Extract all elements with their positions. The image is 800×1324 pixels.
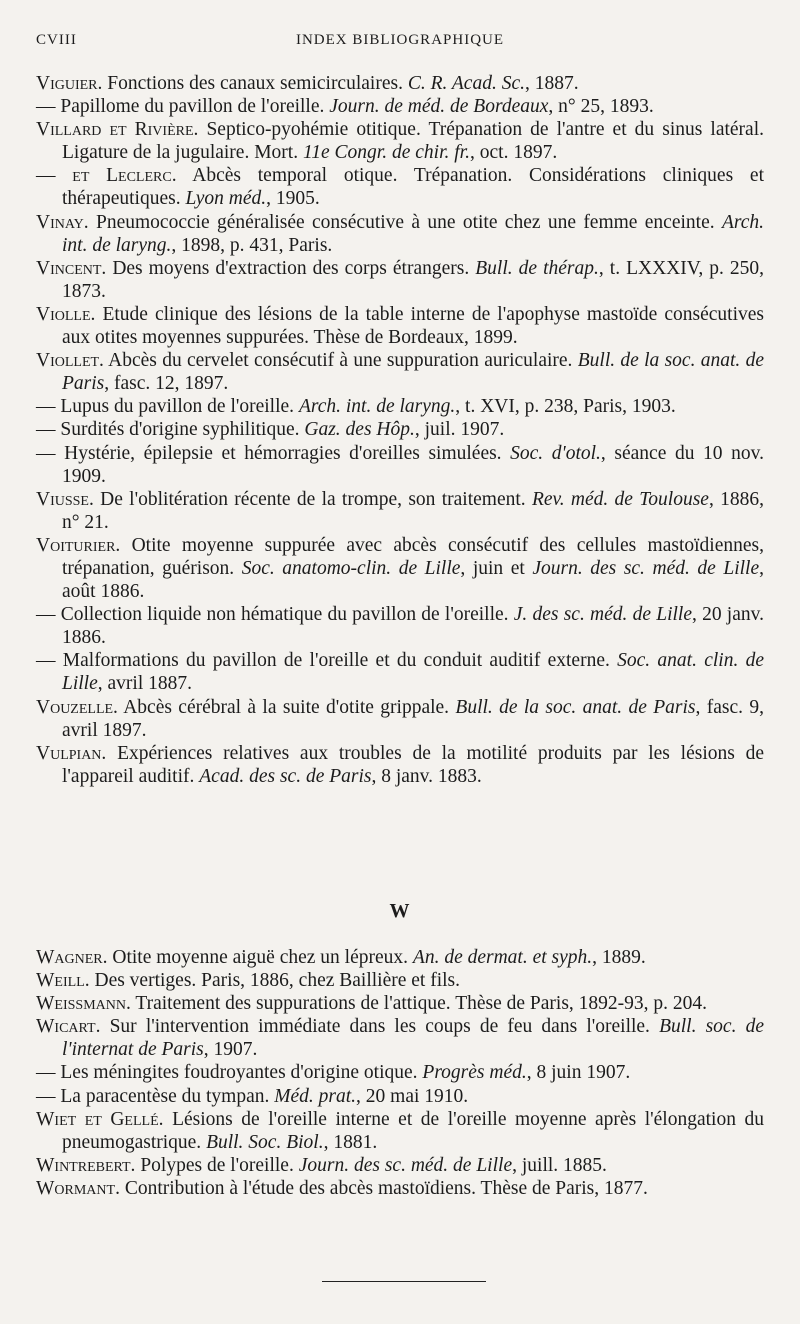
- entry-journal: 11e Congr. de chir. fr.: [302, 142, 470, 164]
- bibliography-entry: [36, 211, 764, 257]
- entry-title: Surdités d'origine syphilitique.: [60, 419, 305, 441]
- entry-journal: Bull. Soc. Biol.: [206, 1131, 324, 1153]
- entry-details: , fasc. 12, 1897.: [104, 373, 229, 395]
- entry-journal-2: Journ. des sc. méd. de Lille: [532, 557, 760, 579]
- entry-title: Lésions de l'oreille interne et de l'oreille moyenne après l'élongation du pneumogastrique.: [62, 1108, 764, 1153]
- entry-author: Wicart.: [36, 1016, 101, 1038]
- bibliography-entry: [36, 95, 764, 118]
- bibliography-entry: [36, 742, 764, 788]
- entry-details-2: , août 1886.: [62, 557, 764, 603]
- entry-title: La paracentèse du tympan.: [60, 1085, 275, 1107]
- ditto-dash: —: [36, 442, 56, 464]
- entry-title: Malformations du pavillon de l'oreille et du conduit auditif externe.: [62, 650, 618, 672]
- entry-journal: Journ. des sc. méd. de Lille: [298, 1154, 513, 1176]
- entry-title: Fonctions des canaux semicirculaires.: [102, 73, 408, 94]
- ditto-dash: —: [36, 650, 56, 672]
- entry-details: , fasc. 9, avril 1897.: [62, 696, 764, 741]
- bibliography-entry: [36, 72, 764, 95]
- entry-title: Traitement des suppurations de l'attique. Thèse de Paris, 1892-93, p. 204.: [130, 993, 708, 1015]
- entry-details: , t. XVI, p. 238, Paris, 1903.: [455, 396, 676, 418]
- bibliography-entry: [36, 488, 764, 534]
- entry-journal: Bull. de la soc. anat. de Paris: [62, 350, 765, 395]
- entry-author: Viguier.: [36, 73, 103, 94]
- entry-title: De l'oblitération récente de la trompe, son traitement.: [93, 488, 532, 510]
- entry-title: Abcès cérébral à la suite d'otite grippale.: [117, 696, 456, 718]
- entry-title: Expériences relatives aux troubles de la motilité produits par les lésions de l'appareil auditif.: [62, 742, 764, 787]
- entry-author: Violle.: [36, 303, 96, 325]
- entry-author: Weill.: [36, 970, 90, 992]
- entry-author: Vulpian.: [36, 742, 107, 764]
- bibliography-entry: [36, 303, 764, 349]
- entry-author: Vouzelle.: [36, 696, 118, 718]
- entry-details: , 1887.: [525, 73, 579, 94]
- page-header: [36, 32, 764, 56]
- entry-journal: An. de dermat. et syph.: [412, 947, 593, 968]
- entry-details: , 1907.: [203, 1039, 258, 1061]
- entry-title: Collection liquide non hématique du pavillon de l'oreille.: [60, 604, 514, 626]
- ditto-dash: —: [36, 1062, 56, 1084]
- entry-author: Viusse.: [36, 488, 94, 510]
- bibliography-entry: [36, 1085, 764, 1108]
- entry-title: Contribution à l'étude des abcès mastoïdiens. Thèse de Paris, 1877.: [119, 1177, 648, 1199]
- entry-title: Les méningites foudroyantes d'origine otique.: [60, 1062, 423, 1084]
- bibliography-entry: [36, 1154, 764, 1177]
- entry-journal: Progrès méd.: [422, 1062, 527, 1084]
- ditto-dash: —: [36, 1085, 56, 1107]
- bibliography-entry: [36, 992, 764, 1015]
- entry-author: Viollet.: [36, 350, 104, 372]
- entry-journal: Bull. de thérap.: [475, 257, 599, 279]
- bibliography-entry: [36, 649, 764, 695]
- entry-title: Abcès du cervelet consécutif à une suppuration auriculaire.: [103, 350, 578, 372]
- entry-title: Sur l'intervention immédiate dans les coups de feu dans l'oreille.: [100, 1016, 660, 1038]
- bibliography-entry: [36, 1061, 764, 1084]
- entry-title: Lupus du pavillon de l'oreille.: [60, 396, 299, 418]
- bibliography-entry: [36, 969, 764, 992]
- entry-details: , 1898, p. 431, Paris.: [171, 234, 333, 256]
- bibliography-entry: [36, 1015, 764, 1061]
- entries-v: [36, 72, 764, 788]
- entry-journal: Arch. int. de laryng.: [298, 396, 456, 418]
- entry-author: Vinay.: [36, 211, 89, 233]
- entry-title: Abcès temporal otique. Trépanation. Considérations cliniques et thérapeutiques.: [62, 165, 765, 210]
- entry-journal: Bull. de la soc. anat. de Paris: [455, 696, 696, 718]
- entry-journal: J. des sc. méd. de Lille: [513, 604, 692, 626]
- entry-title: Papillome du pavillon de l'oreille.: [60, 96, 330, 118]
- ditto-dash: —: [36, 165, 56, 187]
- entry-details: , n° 25, 1893.: [548, 96, 654, 118]
- entry-author: Vincent.: [36, 257, 107, 279]
- bibliography-entry: [36, 118, 764, 164]
- entry-journal: C. R. Acad. Sc.: [407, 73, 525, 94]
- bibliography-entry: [36, 418, 764, 441]
- bibliography-entry: [36, 257, 764, 303]
- bibliography-entry: [36, 395, 764, 418]
- ditto-dash: —: [36, 396, 56, 418]
- entry-details: , 20 janv. 1886.: [62, 604, 764, 649]
- bibliography-entry: [36, 349, 764, 395]
- entry-title: Septico-pyohémie otitique. Trépanation de l'antre et du sinus latéral. Ligature de la jugulaire. Mort.: [62, 119, 764, 164]
- entry-journal: Soc. d'otol.: [510, 442, 601, 464]
- entry-details: , t. LXXXIV, p. 250, 1873.: [62, 257, 765, 302]
- entry-author: Wormant.: [36, 1177, 120, 1199]
- entry-author: Wintrebert.: [36, 1154, 136, 1176]
- bibliography-entry: [36, 442, 764, 488]
- entry-details: , 20 mai 1910.: [356, 1085, 469, 1107]
- entry-journal: Lyon méd.: [185, 188, 267, 210]
- ditto-dash: —: [36, 419, 56, 441]
- entry-author: Voiturier.: [36, 534, 121, 556]
- entry-author: Villard et Rivière.: [36, 119, 199, 141]
- entry-details: , 8 janv. 1883.: [371, 765, 482, 787]
- entry-journal: Soc. anat. clin. de Lille: [62, 650, 765, 695]
- entry-details: , juin et: [460, 557, 533, 579]
- entry-journal: Acad. des sc. de Paris: [199, 765, 372, 787]
- bibliography-entry: [36, 696, 764, 742]
- bibliography-entry: [36, 946, 764, 969]
- entry-title: Des vertiges. Paris, 1886, chez Baillière et fils.: [89, 970, 461, 992]
- bibliography-entry: [36, 1108, 764, 1154]
- entry-author: Wagner.: [36, 947, 108, 968]
- entry-title: Etude clinique des lésions de la table interne de l'apophyse mastoïde consécutives aux otites moyennes suppurées. Thèse de Bordeaux, 1899.: [62, 303, 764, 349]
- entry-details: , 1886, n° 21.: [62, 488, 764, 533]
- entry-details: , juil. 1907.: [414, 419, 505, 441]
- entry-title: Otite moyenne aiguë chez un lépreux.: [107, 947, 413, 968]
- entry-title: Des moyens d'extraction des corps étrangers.: [106, 257, 476, 279]
- page-number: CVIII: [36, 32, 77, 48]
- entry-details: , séance du 10 nov. 1909.: [62, 442, 764, 487]
- entry-journal: Bull. soc. de l'internat de Paris: [62, 1016, 764, 1061]
- entry-title: Pneumococcie généralisée consécutive à une otite chez une femme enceinte.: [88, 211, 722, 233]
- entry-journal: Rev. méd. de Toulouse: [531, 488, 709, 510]
- entry-details: , juill. 1885.: [512, 1154, 607, 1176]
- entry-journal: Méd. prat.: [274, 1085, 357, 1107]
- entry-author: Weissmann.: [36, 993, 131, 1015]
- entry-journal: Gaz. des Hôp.: [304, 419, 415, 441]
- entries-w: [36, 946, 764, 1200]
- bibliography-entry: [36, 164, 764, 210]
- entry-details: , oct. 1897.: [470, 142, 558, 164]
- ditto-dash: —: [36, 604, 56, 626]
- entry-journal: Soc. anatomo-clin. de Lille: [241, 557, 461, 579]
- entry-details: , 8 juin 1907.: [526, 1062, 631, 1084]
- entry-details: , 1889.: [592, 947, 646, 968]
- entry-title: Otite moyenne suppurée avec abcès consécutif des cellules mastoïdiennes, trépanation, guérison.: [62, 534, 764, 579]
- entry-title: Hystérie, épilepsie et hémorragies d'oreilles simulées.: [64, 442, 511, 464]
- running-title: INDEX BIBLIOGRAPHIQUE: [295, 32, 505, 48]
- entry-details: , 1905.: [266, 188, 320, 210]
- entry-title: Polypes de l'oreille.: [135, 1154, 299, 1176]
- entry-journal: Arch. int. de laryng.: [62, 211, 764, 256]
- ditto-dash: —: [36, 96, 56, 118]
- entry-author: Wiet et Gellé.: [36, 1108, 164, 1130]
- closing-rule: [322, 1281, 486, 1282]
- bibliography-entry: [36, 1177, 764, 1200]
- entry-journal: Journ. de méd. de Bordeaux: [329, 96, 549, 118]
- entry-details: , 1881.: [323, 1131, 378, 1153]
- entry-details: , avril 1887.: [97, 673, 192, 695]
- bibliography-entry: [36, 534, 764, 603]
- section-letter: W: [389, 900, 411, 922]
- bibliography-entry: [36, 603, 764, 649]
- entry-author: et Leclerc.: [72, 165, 177, 187]
